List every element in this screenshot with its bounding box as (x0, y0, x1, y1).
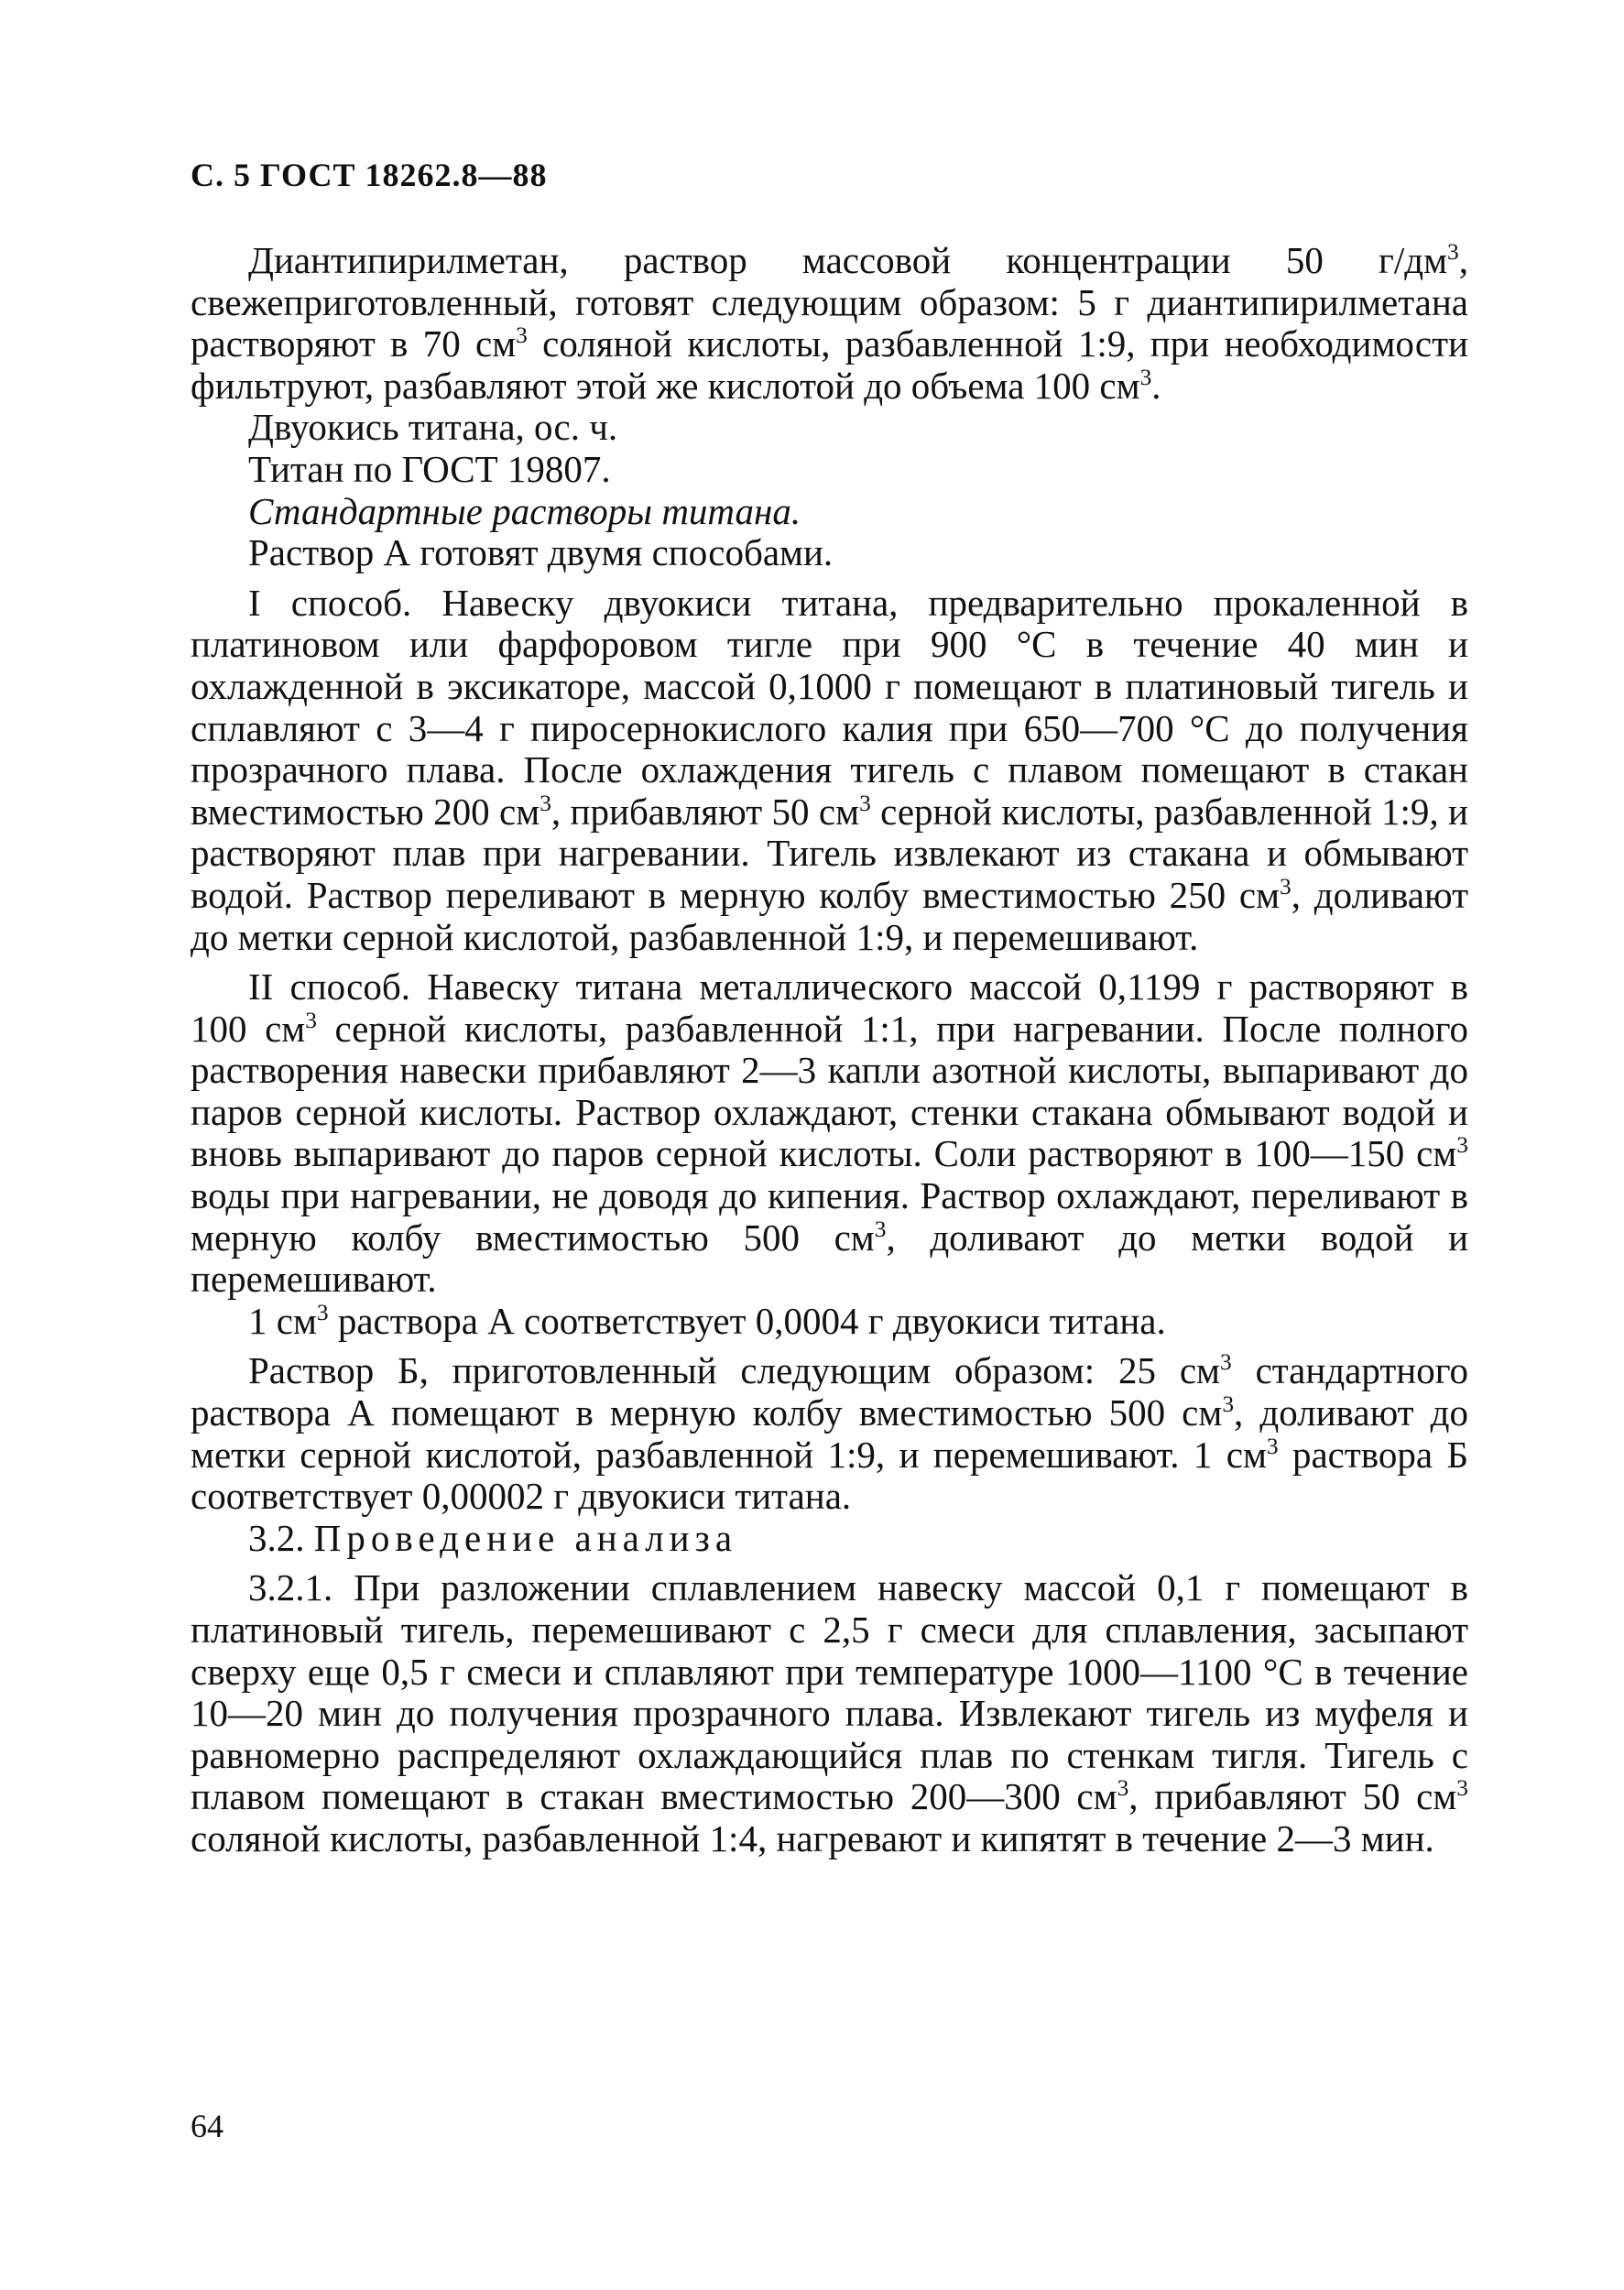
paragraph-method-2: II способ. Навеску титана металлического массой 0,1199 г растворяют в 100 $см^3$ серной кислоты, разбавленной 1:1, при нагревании. После полного растворения навески прибавляют 2—3 капли азотной кислоты, выпаривают до паров серной кислоты. Раствор охлаждают, стенки стакана обмывают водой и вновь выпаривают до паров серной кислоты. Соли растворяют в 100—150 $см^3$ воды при нагревании, не доводя до кипения. Раствор охлаждают, переливают в мерную колбу вместимостью 500 $см^3$, доливают до метки водой и перемешивают. (191, 965, 1469, 1301)
paragraph-3-2-1: 3.2.1. При разложении сплавлением навеску массой 0,1 г помещают в платиновый тигель, перемешивают с 2,5 г смеси для сплавления, засыпают сверху еще 0,5 г смеси и сплавляют при температуре 1000—1100 °С в течение 10—20 мин до получения прозрачного плава. Извлекают тигель из муфеля и равномерно распределяют охлаждающийся плав по стенкам тигля. Тигель с плавом помещают в стакан вместимостью 200—300 $см^3$, прибавляют 50 $см^3$ соляной кислоты, разбавленной 1:4, нагревают и кипятят в течение 2—3 мин. (191, 1566, 1468, 1859)
paragraph-solution-a: Раствор А готовят двумя способами. (248, 531, 834, 574)
paragraph-method-1: I способ. Навеску двуокиси титана, предварительно прокаленной в платиновом или фарфоровом тигле при 900 °С в течение 40 мин и охлажденной в эксикаторе, массой 0,1000 г помещают в платиновый тигель и сплавляют с 3—4 г пиросернокислого калия при 650—700 °С до получения прозрачного плава. После охлаждения тигель с плавом помещают в стакан вместимостью 200 $см^3$, прибавляют 50 $см^3$ серной кислоты, разбавленной 1:9, и растворяют плав при нагревании. Тигель извлекают из стакана и обмывают водой. Раствор переливают в мерную колбу вместимостью 250 $см^3$, доливают до метки серной кислотой, разбавленной 1:9, и перемешивают. (191, 581, 1469, 958)
section-heading-analysis: 3.2. Проведение анализа (248, 1516, 738, 1559)
page-number: 64 (191, 2108, 223, 2144)
page-header: С. 5 ГОСТ 18262.8—88 (191, 157, 548, 193)
paragraph-standard-solutions: Стандартные растворы титана. (248, 489, 801, 532)
paragraph-solution-a-equivalent: 1 $см^3$ раствора А соответствует 0,0004 г двуокиси титана. (248, 1299, 1166, 1342)
document-body (191, 240, 1468, 1860)
paragraph-titanium: Титан по ГОСТ 19807. (248, 447, 611, 490)
paragraph-solution-b: Раствор Б, приготовленный следующим образом: 25 $см^3$ стандартного раствора А помещают в мерную колбу вместимостью 500 $см^3$, доливают до метки серной кислотой, разбавленной 1:9, и перемешивают. 1 $см^3$ раствора Б соответствует 0,00002 г двуокиси титана. (191, 1349, 1469, 1518)
paragraph-titanium-dioxide: Двуокись титана, ос. ч. (248, 406, 618, 449)
paragraph-diantipyrylmethane: Диантипирилметан, раствор массовой концентрации 50 $г/дм^3$, свежеприготовленный, готовят следующим образом: 5 г диантипирилметана растворяют в 70 $см^3$ соляной кислоты, разбавленной 1:9, при необходимости фильтруют, разбавляют этой же кислотой до объема 100 $см^3$. (191, 238, 1468, 407)
